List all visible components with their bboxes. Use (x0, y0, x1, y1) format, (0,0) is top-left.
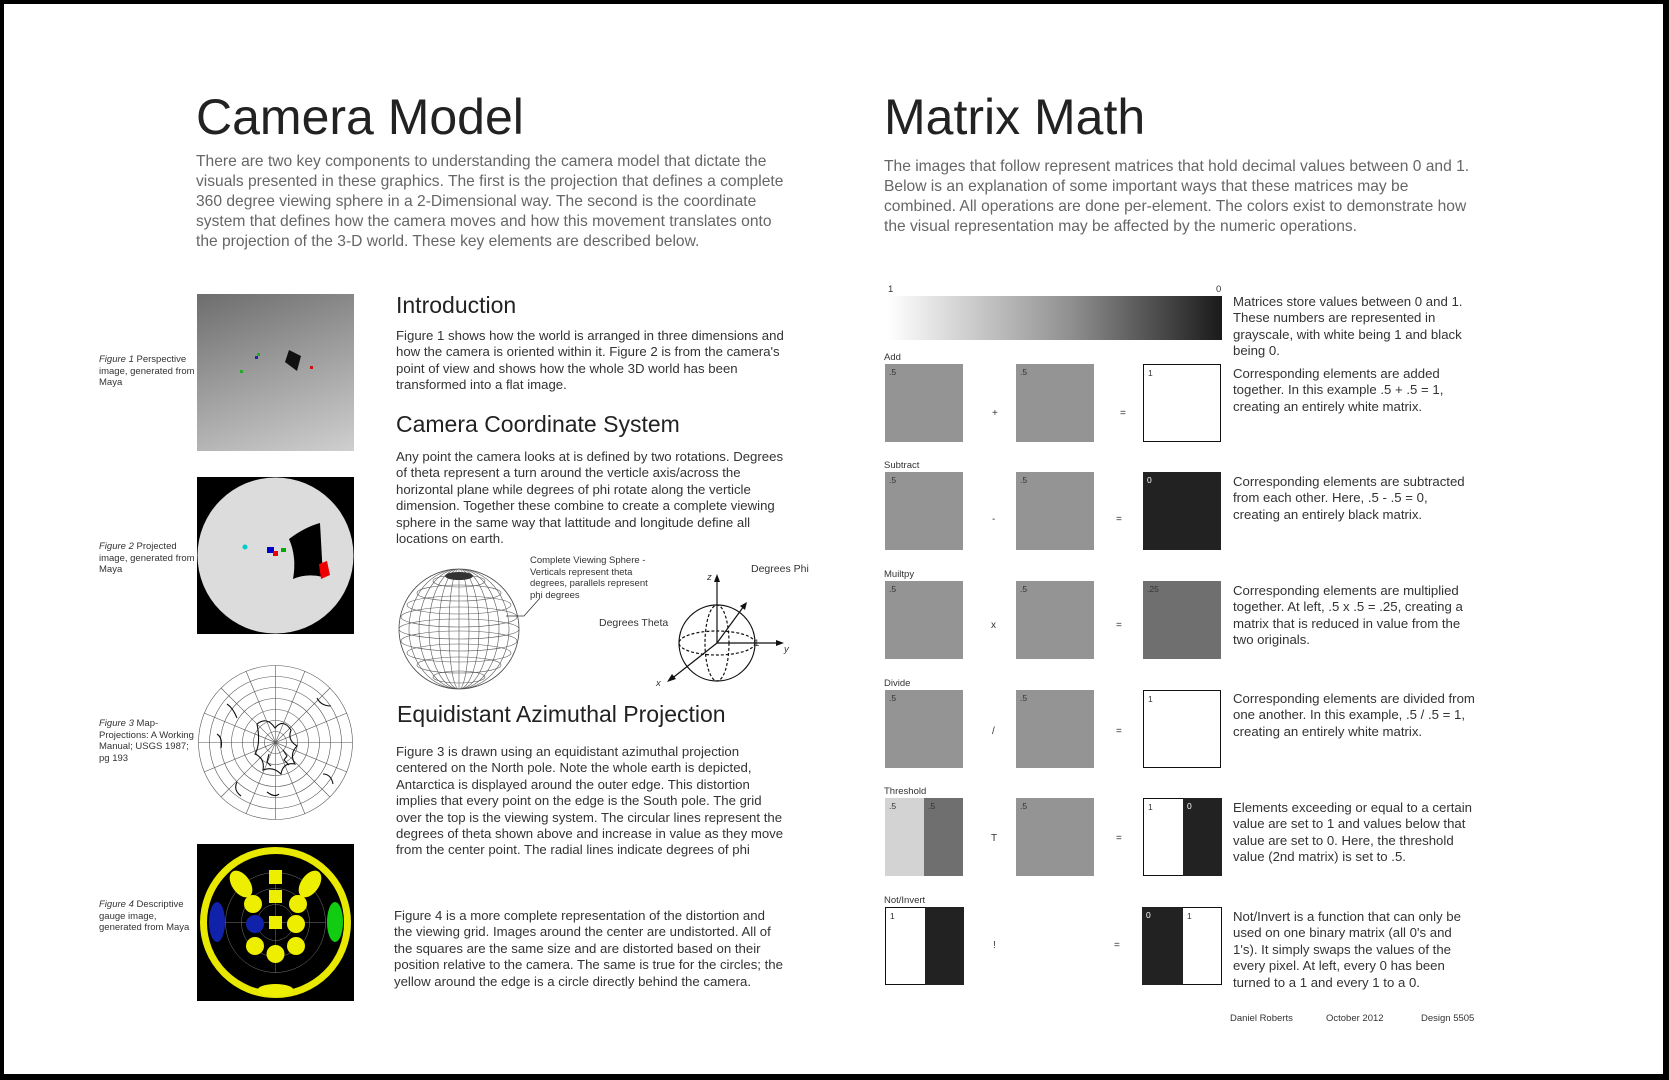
threshold-result-left: 1 (1143, 798, 1183, 876)
projected-scene-icon (197, 477, 354, 634)
x-axis-label: x (656, 678, 661, 689)
threshold-label: Threshold (884, 786, 927, 797)
camera-title: Camera Model (196, 89, 524, 145)
threshold-operator: T (991, 833, 998, 844)
invert-label: Not/Invert (884, 895, 926, 906)
subtract-label: Subtract (884, 460, 920, 471)
figure-3-caption: Figure 3 Map-Projections: A Working Manual; USGS 1987; pg 193 (99, 718, 194, 764)
axis-one-label: 1 (754, 638, 760, 649)
add-operator: + (992, 408, 998, 419)
footer-course: Design 5505 (1421, 1013, 1475, 1024)
viewing-sphere-icon (394, 564, 524, 694)
gradient-left-label: 1 (888, 284, 894, 295)
footer-author: Daniel Roberts (1230, 1013, 1293, 1024)
add-equals: = (1120, 408, 1126, 419)
sphere-callout: Complete Viewing Sphere - Verticals represent theta degrees, parallels represent phi degrees (530, 555, 648, 601)
divide-matrix-a: .5 (885, 690, 963, 768)
figure-4-caption: Figure 4 Descriptive gauge image, generated from Maya (99, 899, 190, 933)
add-result: 1 (1143, 364, 1221, 442)
degrees-phi-label: Degrees Phi (751, 563, 809, 575)
introduction-heading: Introduction (396, 292, 517, 318)
add-matrix-a: .5 (885, 364, 963, 442)
footer-date: October 2012 (1326, 1013, 1384, 1024)
azimuthal-map-icon (197, 664, 354, 821)
introduction-text: Figure 1 shows how the world is arranged in three dimensions and how the camera is oriented within it. Figure 2 is from the camera's point of view and shows how the whole 3D world has been transformed into a flat image. (396, 328, 784, 393)
multiply-matrix-b: .5 (1016, 581, 1094, 659)
multiply-operator: x (991, 620, 996, 631)
multiply-equals: = (1116, 620, 1122, 631)
threshold-result-right: 0 (1183, 798, 1222, 876)
invert-matrix-right (925, 907, 964, 985)
divide-operator: / (992, 726, 995, 737)
figure-2-caption: Figure 2 Projected image, generated from Maya (99, 541, 195, 575)
figure-1-image (197, 294, 354, 451)
threshold-equals: = (1116, 833, 1122, 844)
add-matrix-b: .5 (1016, 364, 1094, 442)
divide-matrix-b: .5 (1016, 690, 1094, 768)
divide-result: 1 (1143, 690, 1221, 768)
figure-3-image (197, 664, 354, 821)
camera-intro: There are two key components to understanding the camera model that dictate the visuals presented in these graphics. The first is the projection that defines a complete 360 degree viewing sphere in a 2-Dimensional way. The second is the coordinate system that defines how the camera moves and how this movement translates onto the projection of the 3-D world. These key elements are described below. (196, 153, 784, 250)
add-label: Add (884, 352, 901, 363)
multiply-label: Muiltpy (884, 569, 915, 580)
figure-4-image (197, 844, 354, 1001)
divide-label: Divide (884, 678, 911, 689)
z-axis-label: z (707, 572, 712, 583)
threshold-matrix-a-left: .5 (885, 798, 924, 876)
y-axis-label: y (784, 644, 789, 655)
coordinate-system-heading: Camera Coordinate System (396, 411, 680, 437)
grayscale-gradient (888, 296, 1222, 340)
divide-description: Corresponding elements are divided from one another. In this example, .5 / .5 = 1, creating an entirely white matrix. (1233, 691, 1475, 739)
subtract-description: Corresponding elements are subtracted from each other. Here, .5 - .5 = 0, creating an entirely black matrix. (1233, 474, 1465, 522)
multiply-matrix-a: .5 (885, 581, 963, 659)
gradient-description: Matrices store values between 0 and 1. These numbers are represented in grayscale, with white being 1 and black being 0. (1233, 294, 1463, 359)
coordinate-system-text: Any point the camera looks at is defined by two rotations. Degrees of theta represent a turn around the verticle axis/across the horizontal plane while degrees of phi rotate along the verticle dimension. Together these combine to create a complete viewing sphere in the same way that lattitude and longitude define all locations on earth. (396, 449, 784, 547)
subtract-matrix-a: .5 (885, 472, 963, 550)
figure-1-caption: Figure 1 Perspective image, generated from Maya (99, 354, 195, 388)
figure-2-image (197, 477, 354, 634)
axes-diagram-icon (652, 570, 802, 690)
add-description: Corresponding elements are added together. In this example .5 + .5 = 1, creating an entirely white matrix. (1233, 366, 1444, 414)
gauge-image-icon (197, 844, 354, 1001)
poster-page (4, 4, 1663, 1074)
invert-matrix-left: 1 (885, 907, 925, 985)
threshold-matrix-a-right: .5 (924, 798, 963, 876)
threshold-matrix-b: .5 (1016, 798, 1094, 876)
invert-result-right: 1 (1183, 907, 1222, 985)
perspective-scene-icon (197, 294, 354, 451)
subtract-result: 0 (1143, 472, 1221, 550)
matrix-intro: The images that follow represent matrices that hold decimal values between 0 and 1. Below is an explanation of some important ways that these matrices may be combined. All operations are done per-element. The colors exist to demonstrate how the visual representation may be affected by the numeric operations. (884, 158, 1470, 235)
projection-heading: Equidistant Azimuthal Projection (397, 701, 726, 727)
invert-result-left: 0 (1142, 907, 1183, 985)
figure-4-text: Figure 4 is a more complete representation of the distortion and the viewing grid. Images around the center are undistorted. All of the squares are the same size and are distorted based on their position relative to the camera. The same is true for the circles; the yellow around the edge is a circle directly behind the camera. (394, 908, 783, 989)
projection-text: Figure 3 is drawn using an equidistant azimuthal projection centered on the North pole. Note the whole earth is depicted, Antarctica is displayed around the outer edge. This distortion implies that every point on the edge is the South pole. The grid over the top is the viewing system. The circular lines represent the degrees of theta shown above and increase in value as they move from the center point. The radial lines indicate degrees of phi (396, 744, 784, 858)
multiply-description: Corresponding elements are multiplied together. At left, .5 x .5 = .25, creating a matrix that is reduced in value from the two originals. (1233, 583, 1463, 648)
invert-operator: ! (993, 940, 996, 951)
divide-equals: = (1116, 726, 1122, 737)
invert-description: Not/Invert is a function that can only be used on one binary matrix (all 0's and 1's). It simply swaps the values of the every pixel. At left, every 0 has been turned to a 1 and every 1 to a 0. (1233, 909, 1461, 990)
gradient-right-label: 0 (1216, 284, 1222, 295)
subtract-matrix-b: .5 (1016, 472, 1094, 550)
multiply-result: .25 (1143, 581, 1221, 659)
subtract-equals: = (1116, 514, 1122, 525)
matrix-title: Matrix Math (884, 89, 1146, 145)
degrees-theta-label: Degrees Theta (599, 617, 669, 629)
invert-equals: = (1114, 940, 1120, 951)
threshold-description: Elements exceeding or equal to a certain value are set to 1 and values below that value are set to 0. Here, the threshold value (2nd matrix) is set to .5. (1233, 800, 1472, 865)
subtract-operator: - (992, 514, 996, 525)
